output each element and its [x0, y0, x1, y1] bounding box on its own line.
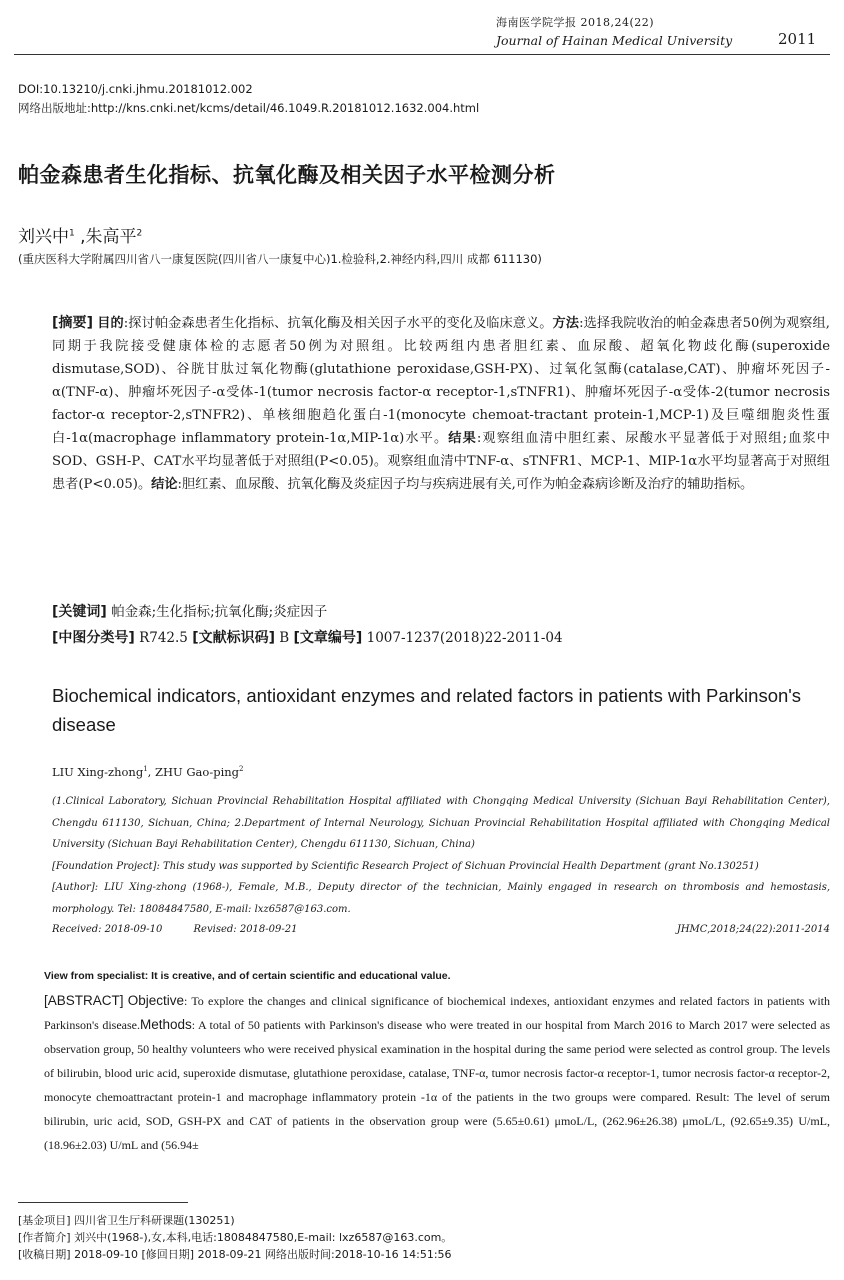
- conclusion-text: :胆红素、血尿酸、抗氧化酶及炎症因子均与疾病进展有关,可作为帕金森病诊断及治疗的辅助指标。: [177, 477, 754, 492]
- foundation-en: [Foundation Project]: This study was supported by Scientific Research Project of Sichuan Provincial Health Department (grant No.130251): [52, 860, 759, 872]
- title-cn: 帕金森患者生化指标、抗氧化酶及相关因子水平检测分析: [18, 163, 556, 187]
- footnote-funding: [基金项目] 四川省卫生厅科研课题(130251): [18, 1214, 235, 1227]
- label-results: 结果: [448, 431, 477, 446]
- methods-en-text: : A total of 50 patients with Parkinson's disease who were treated in our hospital from March 2016 to March 2017 were selected as observation group, 50 healthy volunteers who were received physical examination in the hospital during the same period were selected as control group. The levels of bilirubin, blood uric acid, superoxide dismutase, glutathione peroxidase, catalase, TNF-α, tumor necrosis factor-α receptor-1, tumor necrosis factor-α receptor-2, monocyte chemoattractant protein-1 and macrophage inflammatory protein -1α of the patients in the two groups were compared. Result: The level of serum bilirubin, uric acid, SOD, GSH-PX and CAT of patients in the observation group were (5.65±0.61) μmoL/L, (262.96±26.38) μmoL/L, (92.65±9.35) U/mL, (18.96±2.03) U/mL and (56.94±: [44, 1018, 831, 1152]
- title-en: Biochemical indicators, antioxidant enzymes and related factors in patients with Parkinson's disease: [52, 685, 802, 735]
- abstract-tag: [摘要]: [52, 315, 94, 331]
- revised-date: Revised: 2018-09-21: [193, 924, 298, 935]
- authors-cn: [18, 222, 142, 247]
- keywords-tag: [关键词]: [52, 604, 107, 620]
- objective-text: :探讨帕金森患者生化指标、抗氧化酶及相关因子水平的变化及临床意义。: [123, 316, 553, 331]
- footnote-dates: [收稿日期] 2018-09-10 [修回日期] 2018-09-21 网络出版时间:2018-10-16 14:51:56: [18, 1248, 452, 1261]
- affiliation-cn: (重庆医科大学附属四川省八一康复医院(四川省八一康复中心)1.检验科,2.神经内科,四川 成都 611130): [18, 252, 542, 266]
- author-2-sup: 2: [136, 228, 143, 239]
- doc-code-tag: [文献标识码]: [192, 630, 275, 646]
- keywords-line: [52, 599, 563, 625]
- received-date: Received: 2018-09-10: [52, 924, 163, 935]
- keywords-text: 帕金森;生化指标;抗氧化酶;炎症因子: [106, 604, 328, 620]
- footnotes: [18, 1212, 452, 1263]
- doc-code-value: B: [275, 630, 294, 646]
- affiliation-en-block: [52, 791, 830, 920]
- doi-block: [18, 80, 479, 118]
- methods-text: :选择我院收治的帕金森患者50例为观察组,同期于我院接受健康体检的志愿者50例为对照组。比较两组内患者胆红素、血尿酸、超氧化物歧化酶(superoxide dismutase,SOD)、谷胱甘肽过氧化物酶(glutathione peroxidase,GSH-PX)、过氧化氢酶(catalase,CAT)、肿瘤坏死因子-α(TNF-α)、肿瘤坏死因子-α受体-1(tumor necrosis factor-α receptor-1,sTNFR1)、肿瘤坏死因子-α受体-2(tumor necrosis factor-α receptor-2,sTNFR2)、单核细胞趋化蛋白-1(monocyte chemoat-tractant protein-1,MCP-1)及巨噬细胞炎性蛋白-1α(macrophage inflammatory protein-1α,MIP-1α)水平。: [52, 316, 830, 446]
- author-1-cn: 刘兴中: [18, 227, 69, 247]
- classification-line: [52, 625, 563, 651]
- author-en-sep: ,: [147, 765, 155, 779]
- footnote-rule: [18, 1202, 188, 1203]
- footnote-author: [作者简介] 刘兴中(1968-),女,本科,电话:18084847580,E-mail: lxz6587@163.com。: [18, 1231, 453, 1244]
- dates-line: [52, 924, 830, 935]
- specialist-view: View from specialist: It is creative, and of certain scientific and educational value.: [44, 970, 451, 982]
- citation: JHMC,2018;24(22):2011-2014: [676, 924, 830, 935]
- label-objective: 目的: [97, 316, 124, 331]
- page-number: 2011: [778, 30, 817, 48]
- author-2-en: ZHU Gao-ping: [154, 765, 240, 779]
- label-methods-en: Methods: [140, 1017, 192, 1032]
- header-rule: [14, 54, 830, 55]
- author-2-en-sup: 2: [239, 765, 244, 774]
- label-methods: 方法: [552, 316, 580, 331]
- author-2-cn: 朱高平: [85, 227, 137, 247]
- journal-name-cn: 海南医学院学报 2018,24(22): [496, 16, 655, 29]
- abstract-cn: [52, 312, 830, 496]
- author-sep: ,: [74, 227, 86, 247]
- author-1-en: LIU Xing-zhong: [52, 765, 144, 779]
- objective-en-text: : To explore the changes and clinical significance of biochemical indexes, antioxidant enzymes and related factors in patients with Parkinson's disease.: [44, 994, 830, 1032]
- clc-tag: [中图分类号]: [52, 630, 135, 646]
- label-conclusion: 结论: [151, 477, 178, 492]
- journal-name-en: Journal of Hainan Medical University: [496, 33, 733, 48]
- author-1-en-sup: 1: [143, 765, 148, 774]
- article-no-value: 1007-1237(2018)22-2011-04: [362, 630, 563, 646]
- abstract-en-tag: [ABSTRACT]: [44, 993, 124, 1008]
- article-no-tag: [文章编号]: [293, 630, 363, 646]
- author-1-sup: 1: [69, 228, 75, 239]
- label-objective-en: Objective: [127, 993, 184, 1008]
- results-text: :观察组血清中胆红素、尿酸水平显著低于对照组;血浆中SOD、GSH-P、CAT水平均显著低于对照组(P<0.05)。观察组血清中TNF-α、sTNFR1、MCP-1、MIP-1α水平均显著高于对照组患者(P<0.05)。: [52, 431, 830, 492]
- affiliation-en: (1.Clinical Laboratory, Sichuan Provincial Rehabilitation Hospital affiliated with Chongqing Medical University (Sichuan Bayi Rehabilitation Center), Chengdu 611130, Sichuan, China; 2.Department of Internal Neurology, Sichuan Provincial Rehabilitation Hospital affiliated with Chongqing Medical University (Sichuan Bayi Rehabilitation Center), Chengdu 611130, Sichuan, China): [52, 796, 830, 850]
- authors-en: [52, 765, 243, 779]
- doi: DOI:10.13210/j.cnki.jhmu.20181012.002: [18, 82, 253, 96]
- keywords-block: [52, 599, 563, 651]
- author-info-en: [Author]: LIU Xing-zhong (1968-), Female, M.B., Deputy director of the technician, Mainly engaged in research on thrombosis and hemostasis, morphology. Tel: 18084847580, E-mail: lxz6587@163.com.: [52, 882, 830, 915]
- clc-value: R742.5: [134, 630, 193, 646]
- abstract-en-body: [18, 989, 830, 1157]
- abstract-en: [18, 989, 830, 1157]
- online-url[interactable]: 网络出版地址:http://kns.cnki.net/kcms/detail/46.1049.R.20181012.1632.004.html: [18, 101, 480, 115]
